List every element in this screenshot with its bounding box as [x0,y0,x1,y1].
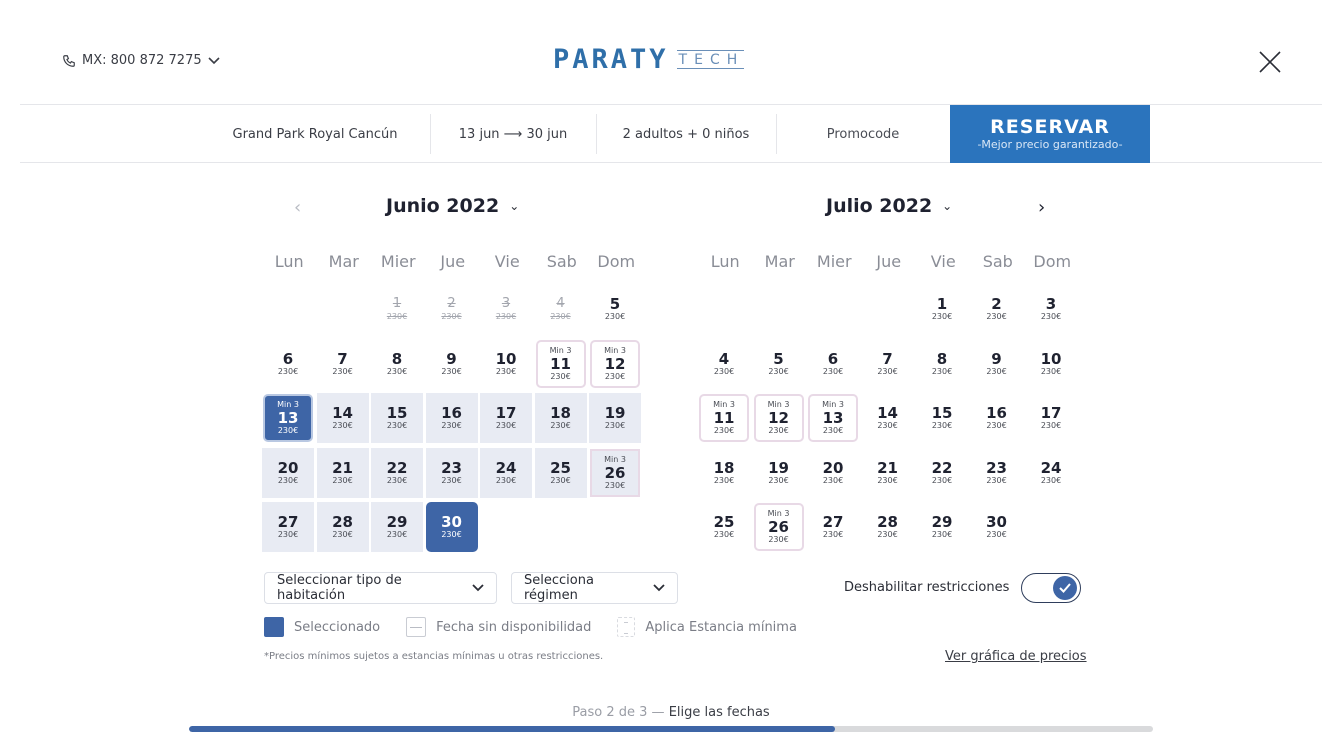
day-price: 230€ [822,426,844,435]
day-cell [480,284,532,334]
day-number: 25 [550,458,571,477]
day-number: 19 [604,404,626,422]
day-cell[interactable] [753,339,805,389]
month-title: Junio 2022 [386,195,500,217]
phone-icon [62,54,76,68]
day-price: 230€ [441,421,462,430]
day-number: 17 [1040,404,1062,422]
weekday-label: Lun [710,252,740,271]
day-number: 9 [446,349,457,368]
day-price: 230€ [386,312,408,321]
month-selector[interactable] [386,195,519,217]
day-number: 8 [391,349,403,368]
selected-swatch-icon [264,617,284,637]
day-price: 230€ [277,475,299,485]
day-cell[interactable] [698,448,750,498]
weekday-label: Sab [546,252,577,271]
weekday-label: Sab [982,252,1013,271]
room-type-dropdown[interactable] [264,572,497,604]
day-cell[interactable] [536,340,586,388]
day-cell[interactable] [371,393,423,443]
day-cell[interactable] [862,339,914,389]
day-number: 25 [713,513,735,531]
day-price: 230€ [386,421,408,430]
day-number: 6 [282,349,294,368]
day-price: 230€ [604,421,626,430]
day-price: 230€ [822,475,844,485]
day-price: 230€ [332,421,353,430]
day-cell[interactable] [808,394,858,442]
price-footnote: *Precios mínimos sujetos a estancias mínimas u otras restricciones. [264,651,604,662]
day-cell[interactable] [1025,448,1077,498]
weekday-label: Vie [494,252,520,271]
weekday-header [698,252,1078,271]
min-stay-label: Min 3 [713,400,735,409]
day-price: 230€ [931,312,953,321]
day-number: 19 [768,458,789,477]
day-price: 230€ [550,475,571,485]
day-number: 26 [768,518,789,536]
day-number: 23 [986,458,1007,477]
weekday-header [262,252,642,271]
day-number: 16 [986,404,1007,422]
day-price: 230€ [386,475,408,485]
day-cell[interactable] [916,284,968,334]
day-price: 230€ [986,421,1007,430]
day-number: 28 [877,513,898,531]
day-number: 2 [447,296,456,311]
day-price: 230€ [277,530,299,539]
day-price: 230€ [495,312,517,321]
day-number: 18 [550,404,571,422]
day-number: 14 [877,404,898,422]
day-cell[interactable] [262,502,314,552]
weekday-label: Jue [440,252,466,271]
day-cell[interactable] [807,502,859,552]
day-price: 230€ [332,366,353,376]
restrictions-toggle[interactable] [1021,573,1081,603]
chevron-down-icon: ⌄ [509,199,520,213]
day-price: 230€ [822,530,844,539]
day-price: 230€ [713,530,735,539]
weekday-label: Dom [597,252,636,271]
min-stay-label: Min 3 [604,345,626,355]
day-price: 230€ [277,366,299,376]
day-price: 230€ [604,371,626,381]
day-price: 230€ [877,530,898,539]
brand-logo [553,44,744,75]
weekday-label: Jue [876,252,902,271]
day-number: 20 [822,458,844,477]
day-cell[interactable] [317,448,369,498]
progress-bar [189,726,1153,732]
day-cell[interactable] [426,448,478,498]
phone-selector[interactable] [62,53,220,68]
day-cell [426,284,478,334]
day-number: 4 [556,296,565,311]
day-cell[interactable] [262,339,314,389]
day-cell[interactable] [971,393,1023,443]
day-cell[interactable] [426,393,478,443]
legend-label: Seleccionado [294,619,381,635]
day-cell[interactable] [698,339,750,389]
day-price: 230€ [441,366,462,376]
day-number: 8 [936,349,948,368]
day-number: 6 [827,349,839,368]
day-number: 12 [604,354,626,373]
legend-min-stay [617,617,797,637]
day-cell[interactable] [971,448,1023,498]
min-stay-label: Min 3 [822,400,844,409]
day-cell[interactable] [862,393,914,443]
day-price: 230€ [986,475,1007,485]
day-number: 4 [718,349,730,368]
day-cell[interactable] [971,284,1023,334]
day-price: 230€ [1040,421,1062,430]
reserve-label: RESERVAR [990,116,1110,138]
day-price: 230€ [495,421,517,430]
day-price: 230€ [877,475,898,485]
prev-month-arrow-icon[interactable]: ‹ [294,197,302,218]
day-number: 7 [882,349,893,368]
day-price: 230€ [550,312,571,321]
day-price: 230€ [768,535,789,544]
day-cell[interactable] [916,448,968,498]
day-cell[interactable] [589,284,641,334]
day-price: 230€ [713,426,735,435]
day-price: 230€ [986,530,1007,539]
min-stay-label: Min 3 [549,345,572,355]
weekday-label: Dom [1033,252,1072,271]
hotel-selector[interactable]: Grand Park Royal Cancún [232,126,398,142]
day-cell[interactable] [371,448,423,498]
day-number: 28 [332,513,353,531]
restrictions-label: Deshabilitar restricciones [844,580,1010,595]
weekday-label: Mier [380,252,416,271]
day-cell[interactable] [753,448,805,498]
day-price: 230€ [877,366,898,376]
day-number: 1 [936,295,948,313]
day-cell[interactable] [698,502,750,552]
day-price: 230€ [1040,312,1062,321]
day-price: 230€ [822,366,844,376]
day-price: 230€ [713,366,735,376]
day-number: 27 [277,513,299,531]
logo-main-text: PARATY [553,44,669,75]
chevron-down-icon [653,582,665,595]
day-cell[interactable] [971,502,1023,552]
day-price: 230€ [768,475,789,485]
calendar-june [262,195,642,539]
room-type-label: Seleccionar tipo de habitación [277,573,402,603]
day-number: 30 [441,513,462,531]
day-price: 230€ [277,426,299,435]
chevron-down-icon [472,582,484,595]
promocode-field[interactable]: Promocode [826,126,900,142]
day-number: 13 [822,409,844,427]
chevron-down-icon: ⌄ [942,199,953,213]
day-cell[interactable] [754,394,804,442]
day-price: 230€ [1040,366,1062,376]
unavailable-swatch-icon [406,617,426,637]
day-number: 11 [713,409,735,427]
day-number: 1 [392,296,402,311]
day-cell [371,284,423,334]
day-cell[interactable] [862,502,914,552]
day-number: 2 [991,295,1002,313]
check-icon [1053,576,1077,600]
step-name: Elige las fechas [668,705,770,720]
day-price: 230€ [713,475,735,485]
day-number: 24 [495,458,517,477]
guests-selector[interactable]: 2 adultos + 0 niños [622,126,750,142]
min-stay-label: Min 3 [277,400,299,409]
legend-label: Fecha sin disponibilidad [436,619,592,635]
day-number: 11 [550,354,571,373]
day-number: 29 [386,513,408,531]
day-number: 21 [332,458,353,477]
booking-bar [20,104,1322,163]
day-cell[interactable] [262,448,314,498]
day-number: 29 [931,513,953,531]
calendar-july [698,195,1078,544]
legend-unavailable [406,617,591,637]
weekday-label: Mar [328,252,359,271]
weekday-label: Vie [930,252,956,271]
day-cell [535,284,587,334]
day-number: 24 [1040,458,1062,477]
day-number: 14 [332,404,353,422]
day-price: 230€ [931,421,953,430]
day-price: 230€ [441,312,462,321]
day-price: 230€ [386,366,408,376]
min-stay-label: Min 3 [604,454,626,464]
price-chart-link[interactable]: Ver gráfica de precios [945,649,1087,664]
day-price: 230€ [986,366,1007,376]
day-number: 26 [604,463,626,482]
min-stay-label: Min 3 [767,400,790,409]
day-cell[interactable] [317,393,369,443]
day-cell[interactable] [371,502,423,552]
day-cell[interactable] [807,448,859,498]
reserve-sublabel: -Mejor precio garantizado- [977,138,1123,151]
day-cell[interactable] [535,393,587,443]
regime-label: Selecciona régimen [524,573,594,603]
day-price: 230€ [604,480,626,490]
logo-sub-text: TECH [678,52,745,68]
weekday-label: Lun [274,252,304,271]
day-cell[interactable] [590,340,640,388]
phone-number: MX: 800 872 7275 [82,53,202,68]
day-cell[interactable] [480,393,532,443]
day-price: 230€ [604,312,626,321]
day-cell[interactable] [590,449,640,497]
day-price: 230€ [931,366,953,376]
day-price: 230€ [550,371,571,381]
day-cell[interactable] [426,339,478,389]
day-price: 230€ [495,475,517,485]
day-price: 230€ [386,530,408,539]
day-number: 20 [277,458,299,477]
legend [264,617,823,637]
legend-label: Aplica Estancia mínima [645,619,797,635]
day-cell[interactable] [480,339,532,389]
day-price: 230€ [550,421,571,430]
step-text: Paso 2 de 3 — [572,705,665,720]
day-cell[interactable] [916,393,968,443]
min-stay-label: Min 3 [767,509,790,518]
day-cell[interactable] [862,448,914,498]
day-cell[interactable] [426,502,478,552]
day-cell[interactable] [1025,393,1077,443]
day-number: 9 [991,349,1002,368]
day-price: 230€ [768,366,789,376]
day-number: 13 [277,409,299,427]
day-number: 3 [501,296,511,311]
weekday-label: Mar [764,252,795,271]
day-cell[interactable] [1025,284,1077,334]
next-month-arrow-icon[interactable]: › [1038,197,1046,218]
day-number: 10 [1040,349,1062,368]
day-number: 23 [441,458,462,477]
day-number: 22 [931,458,953,477]
day-cell[interactable] [589,393,641,443]
day-price: 230€ [986,312,1007,321]
day-number: 22 [386,458,408,477]
day-cell[interactable] [317,502,369,552]
day-cell[interactable] [971,339,1023,389]
day-cell[interactable] [754,503,804,551]
day-cell[interactable] [535,448,587,498]
day-number: 30 [986,513,1007,531]
day-number: 10 [495,349,517,368]
day-price: 230€ [332,475,353,485]
progress-fill [189,726,835,732]
day-cell[interactable] [699,394,749,442]
day-price: 230€ [1040,475,1062,485]
month-selector[interactable] [826,195,952,217]
day-price: 230€ [441,475,462,485]
day-price: 230€ [931,530,953,539]
day-price: 230€ [931,475,953,485]
day-cell[interactable] [480,448,532,498]
dates-selector[interactable]: 13 jun ⟶ 30 jun [458,126,568,142]
day-cell[interactable] [263,394,313,442]
day-number: 18 [713,458,735,477]
legend-selected [264,617,380,637]
step-indicator [0,705,1342,720]
min-stay-swatch-icon [617,617,635,637]
day-number: 3 [1045,295,1057,313]
day-cell[interactable] [916,502,968,552]
day-number: 27 [822,513,844,531]
day-number: 12 [768,409,789,427]
reserve-button[interactable] [950,105,1150,163]
day-cell[interactable] [317,339,369,389]
day-number: 21 [877,458,898,477]
day-price: 230€ [332,530,353,539]
month-title: Julio 2022 [826,195,933,217]
day-cell[interactable] [371,339,423,389]
day-number: 17 [495,404,517,422]
close-icon [1259,51,1281,73]
regime-dropdown[interactable] [511,572,678,604]
day-number: 15 [931,404,953,422]
day-number: 5 [609,295,621,313]
day-cell[interactable] [916,339,968,389]
weekday-label: Mier [816,252,852,271]
day-number: 15 [386,404,408,422]
day-price: 230€ [441,530,462,539]
day-price: 230€ [768,426,789,435]
close-button[interactable] [1259,51,1281,73]
day-cell[interactable] [1025,339,1077,389]
day-cell[interactable] [807,339,859,389]
day-number: 16 [441,404,462,422]
day-price: 230€ [877,421,898,430]
day-number: 7 [337,349,348,368]
day-number: 5 [773,349,784,368]
day-price: 230€ [495,366,517,376]
chevron-down-icon [208,57,220,65]
